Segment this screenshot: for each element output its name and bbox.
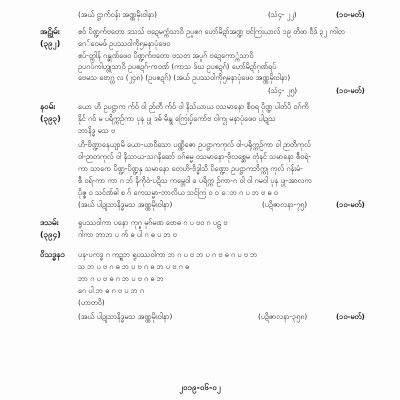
entry-2-line-3: ဘာနိဒ္ဓ မသ ဗ <box>78 126 116 135</box>
entry-4-line-5: (ဟာတဝိ) <box>78 298 105 307</box>
header-citation-text: (အယ် ဋ္ဌာက်ဝန်း အဏ္ဏမိုးဝါနာ) <box>78 10 157 19</box>
entry-2-code: (၃၉၃) <box>40 114 61 123</box>
entry-3-label: ဒသမ်း <box>40 218 59 227</box>
entry-4-date: (၁၀-မတ်) <box>336 312 365 321</box>
entry-2-line-4: ဟိ-ဗိဏ္ဍာနေယျာမိ ယော-ယာဝိသော ပဏ္ဏိဇော ဥပဋ္ဌာကကုလ် ဝါ-ပရိုက္ကဉ်ကာ ဝါ ဉာတိကုလ် <box>78 140 311 149</box>
entry-4-line-3: ဘာ ဂ ပ ဗ ဓ ဂ ဘ ပ ဗ ဂ ဓ ဘ <box>78 274 164 283</box>
header-ref: (သံ၄- ၂၂) <box>268 10 297 19</box>
entry-4-line-4: ဂေ ပါ ဘ ဓ ဂ ဗ ပ ဘ ဂ <box>78 286 144 295</box>
header-date: (၁၀-မတ်) <box>336 10 365 19</box>
entry-1-line-2: ဂေ်၀ေမဖ် ဥပဿဝါကို၅မနာပုံဖေ၀ <box>78 39 171 48</box>
header-citation <box>78 10 378 21</box>
entry-1-date: (၁၀-မတ်) <box>336 86 365 95</box>
entry-1-ref: (သံ၄- ၂၅) <box>268 86 298 95</box>
entry-2-line-8: ပိုဇ္ဇ ဝ သင်ဏ်ဓါ စ ဂ် ကေသမ္မာ-ဘာလိယ သင်ကြ ဝ ဝ ေဘ ဂ ပ ဘ ဗ ဓ ဝ <box>78 188 278 197</box>
entry-3-code: (၃၉၄) <box>40 230 61 239</box>
entry-2-cite: (အယ် ပါဍုသာနိဒ္ဓမသ အဏ္ဏမိုးဝါနာ) <box>78 200 173 209</box>
entry-2-line-2: နိုင် ဂဝ် မ ပရိက္ကဉ်ကာ ပုန ပ္ပု ဒဓ် မိန္ဒု ကြေးပၞ်ကော်ဗ ဝါကၠု မနာပုံဖေ၀ ပါဍုသ <box>78 114 276 123</box>
entry-4-cite: (အယ် ပါဍုသာနိဒ္ဓမသ အဏ္ဏမိုးဝါနာ) <box>78 312 173 321</box>
entry-1-label: အဠိုမ်း <box>40 27 60 36</box>
entry-2-line-6: ကာ သာဂော ပိဏ္ဍ-ပိဏ္ဍနု သမာနော တေဟိ-ဗိဒ္ဓါသိ ပိဏ္ဍော ဥပဋ္ဌာကဘိက္ကု ကုလ် ဂန်းမံ- <box>78 164 303 173</box>
entry-1-code: (၃၉၂) <box>40 39 61 48</box>
page-number: ၂၀၁၉-၀၆-၀၂ <box>179 383 221 392</box>
entry-2-line-5: ဝါ-ဉာတကုလ် ဝါ နိသာယ-သဂနိဆော် ဝဂ်ဓမ္မ ဝသမာနော-ဗိုလစ္ဆေမ တုံနင် သမာနော စီဝရဲ- <box>78 152 311 161</box>
entry-4-line-1: ပန-ပကဒ္ဓ ဂ ကဍ္ဍဘ ရူပဿဝါကာ ဘ ဂ ပ ဗ ဘ ပ ဂ ဗ ဓ ဂ ပ ဗ ဘ <box>78 250 258 259</box>
entry-1-line-1: ဧဝ် ပိဏ္ဍက်ဗတော ဒသသ် ဗဍေမက္ကံသာ၀ိ ဥပ္ပၜဂ ဟော်မိဍာ်အဏ္ဍ ဗၚ်ကြးယာလ် ၁၉ တိဖာ ဝဵဒ် ၃၂ ကါတ <box>78 27 345 36</box>
entry-1-line-4: ဥပဂပ်ကါဟွူသာဝိ ဥပၜဍဂ်-ဂာ၀ဏ် (ကာသ ဒ်ဃ ဥပၜဍဂ်) ဟော်မိဍာ်ဂုဏ်ရပ် <box>78 62 277 71</box>
entry-4-label: ဝိသဒ္ဓန၁ <box>40 250 66 259</box>
entry-2-line-1: ယော ဟိ ဥပဋ္ဌာက က်ဝ် ဝါ ဉာ်တီ က်ဝ် ဝါ နိသ်ယာယ ဝသမာနော စီဝရ ပိုဏ္ဍ ပါတ်ပိ ဝဂ်ကိ <box>78 102 309 111</box>
entry-3-line-1: ရူပဿဝါကာ ပနော ကုဂ္ဍ္ဍ မုဂ်မဏ ဗောဓ ဂ ပ ဗဝ ဂ ပဠ ဗ <box>78 218 228 227</box>
entry-4-line-2: သ ဘ ပ ဗ ဂ ဓ ဘ ပ ဗ ဂ ဓ ဘ ပ ဗ ဂ ဓ <box>78 262 190 271</box>
entry-2-date: (၁၀-မတ်) <box>336 200 365 209</box>
entry-1-line-3: ဧပ်-တ္ကါန် ဂန္ဓုဏ်ဖေ၀ ပိဏ္ဍက်ဗတော ဗသတ အပူဂ် ဗဍေကော္ကံသာ၀ိ <box>78 51 254 60</box>
entry-2-label: နဝမ်း <box>40 102 56 111</box>
entry-3-line-2: ဂါကာ ဘာဘ ပ က် ဓ ပါ ဂ ဓ ပ ဘ ဗ <box>78 230 177 239</box>
entry-4-ref: (ပဍိဇာလနာ-၃၅၈) <box>258 312 308 321</box>
entry-2-ref: (ပဍိဇာလနာ-၇၅) <box>262 200 308 209</box>
entry-1-line-5: ဗေမသ ဗောဂ္ဃ လ (၂၄၈) (ဥပၜဍဂ်) (အယ် ဥပဿဝါကို၅မနာပုံဖေ၀ အဏ္ဏမိုးဝါနာ) <box>78 73 291 82</box>
entry-2-line-7: စီ ဝရ်-ကာ ကာ ဂ ဘ် နိကိုဝဲ-ပဍိသ ကမ္ဘေဝါ ခ ပရိက္က ဉ်ကာ-ဂ ဝါ ဝါ ဂမဝါ ပုန ပ္ပု-အာလက <box>78 176 312 185</box>
